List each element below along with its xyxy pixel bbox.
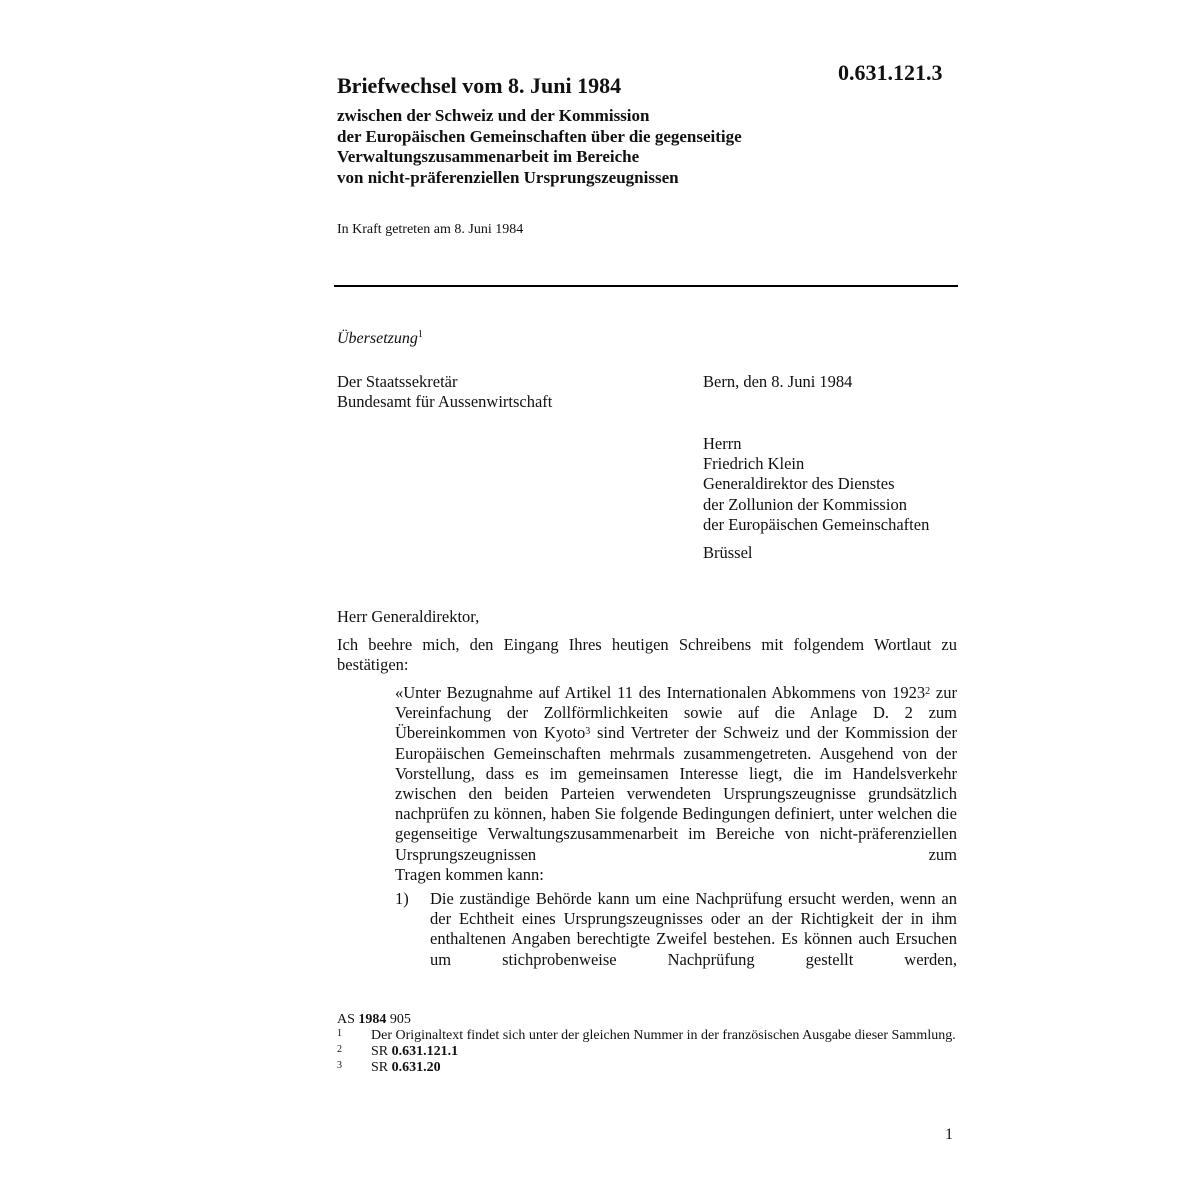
document-subtitle <box>337 106 897 188</box>
recipient-line: Herrn <box>703 434 742 453</box>
translation-note <box>337 330 423 348</box>
quote-last-line: Tragen kommen kann: <box>395 864 544 884</box>
recipient-line: Friedrich Klein <box>703 454 805 474</box>
document-title: Briefwechsel vom 8. Juni 1984 <box>337 73 622 98</box>
footnote-3 <box>337 1060 957 1076</box>
recipient-city: Brüssel <box>703 543 753 562</box>
sr-number: 0.631.121.3 <box>838 60 943 85</box>
footnotes-block <box>337 1012 957 1076</box>
footnote-number: 1 <box>337 1028 342 1039</box>
footnote-number: 2 <box>337 1044 342 1055</box>
item-text: Die zuständige Behörde kann um eine Nachprüfung ersucht werden, wenn an der Echtheit eines Ursprungszeugnisses oder an der Richtigkeit der in ihm enthaltenen Angaben berechtigte Zweifel bestehen. Es können auch Ersuchen um stichprobenweise Nachprüfung gestellt werden, <box>430 889 957 969</box>
subtitle-line: von nicht-präferenziellen Ursprungszeugnissen <box>337 167 679 187</box>
translation-label: Übersetzung <box>337 330 418 347</box>
sender-block <box>337 372 552 412</box>
as-prefix: AS <box>337 1012 359 1027</box>
quote-text: «Unter Bezugnahme auf Artikel 11 des Internationalen Abkommens von 1923 <box>395 683 926 702</box>
quote-text: sind Vertreter der Schweiz und der Kommission der Europäischen Gemeinschaften mehrmals zusammengetreten. Ausgehend von der Vorstellung, dass es im gemeinsamen Interesse liegt, die im Handelsverkehr zwischen den beiden Parteien verwendeten Ursprungszeugnisse grundsätzlich nachprüfen zu können, haben Sie folgende Bedingungen definiert, unter welchen die gegenseitige Verwaltungszusammenarbeit im Bereiche von nicht-präferenziellen Ursprungszeugnissen zum <box>395 723 957 864</box>
quoted-letter-paragraph <box>395 683 957 885</box>
footnote-ref-3[interactable]: 3 <box>585 726 591 738</box>
footnote-number: 3 <box>337 1060 342 1071</box>
footnote-ref-1[interactable]: 1 <box>417 329 423 340</box>
official-collection-ref <box>337 1012 957 1028</box>
footnote-ref-2[interactable]: 2 <box>925 686 931 697</box>
recipient-line: der Europäischen Gemeinschaften <box>703 514 930 534</box>
recipient-line: der Zollunion der Kommission <box>703 494 907 514</box>
subtitle-line: der Europäischen Gemeinschaften über die gegenseitige <box>337 126 742 146</box>
subtitle-line: Verwaltungszusammenarbeit im Bereiche <box>337 147 640 166</box>
sr-reference-link[interactable]: 0.631.121.1 <box>391 1044 459 1059</box>
quote-text: zur Vereinfachung der Zollförmlichkeiten sowie auf die Anlage D. 2 zum Übereinkommen von Kyoto <box>395 683 957 743</box>
subtitle-line: zwischen der Schweiz und der Kommission <box>337 106 650 125</box>
footnote-1 <box>337 1028 957 1044</box>
sr-reference-link[interactable]: 0.631.20 <box>391 1060 441 1075</box>
recipient-block <box>703 434 929 535</box>
in-force-date: In Kraft getreten am 8. Juni 1984 <box>337 222 524 237</box>
footnote-prefix: SR <box>371 1060 392 1075</box>
header-divider <box>334 285 958 287</box>
footnote-prefix: SR <box>371 1044 392 1059</box>
footnote-text: Der Originaltext findet sich unter der gleichen Nummer in der französischen Ausgabe dieser Sammlung. <box>371 1028 956 1043</box>
footnote-2 <box>337 1044 957 1060</box>
sender-line: Bundesamt für Aussenwirtschaft <box>337 392 553 412</box>
recipient-line: Generaldirektor des Dienstes <box>703 474 895 494</box>
sender-line: Der Staatssekretär <box>337 372 458 391</box>
place-date: Bern, den 8. Juni 1984 <box>703 372 853 391</box>
as-year: 1984 <box>358 1012 387 1027</box>
page-number: 1 <box>945 1126 953 1143</box>
intro-paragraph: Ich beehre mich, den Eingang Ihres heutigen Schreibens mit folgendem Wortlaut zu bestätigen: <box>337 635 957 675</box>
item-number: 1) <box>395 889 409 908</box>
as-page: 905 <box>386 1012 411 1027</box>
salutation: Herr Generaldirektor, <box>337 607 480 626</box>
